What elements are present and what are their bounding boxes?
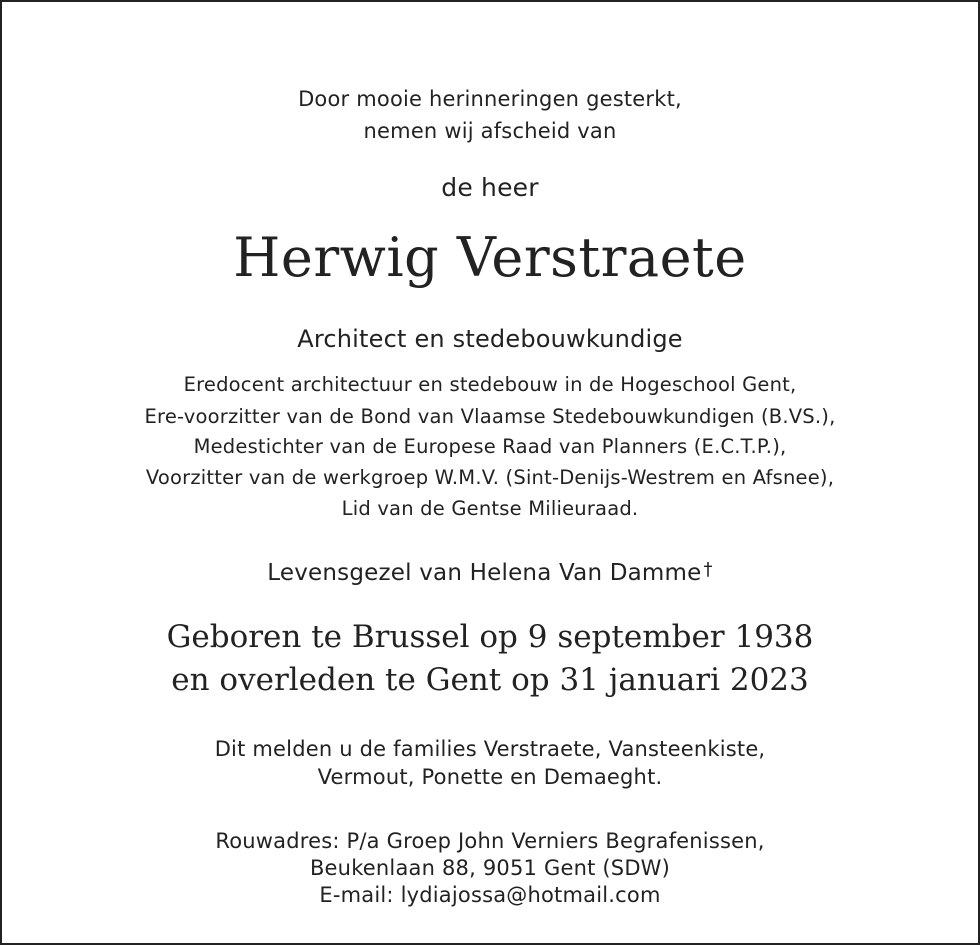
role-line-4: Voorzitter van de werkgroep W.M.V. (Sint-Denijs-Westrem en Afsnee), — [145, 466, 835, 489]
role-line-2: Ere-voorzitter van de Bond van Vlaamse Stedebouwkundigen (B.VS.), — [144, 405, 836, 428]
role-line-1: Eredocent architectuur en stedebouw in de Hogeschool Gent, — [183, 373, 797, 396]
profession: Architect en stedebouwkundige — [297, 325, 683, 353]
families-line-1: Dit melden u de families Verstraete, Vansteenkiste, — [214, 737, 766, 761]
birth-line: Geboren te Brussel op 9 september 1938 — [166, 619, 814, 655]
role-line-5: Lid van de Gentse Milieuraad. — [341, 497, 639, 520]
dagger-symbol: † — [703, 559, 713, 580]
role-line-3: Medestichter van de Europese Raad van Planners (E.C.T.P.), — [193, 435, 787, 458]
partner-line — [2, 557, 978, 589]
deceased-name: Herwig Verstraete — [233, 226, 747, 289]
honorific-title: de heer — [441, 173, 539, 202]
death-line: en overleden te Gent op 31 januari 2023 — [171, 662, 809, 698]
intro-line-2: nemen wij afscheid van — [363, 119, 617, 143]
address-line-1: Rouwadres: P/a Groep John Verniers Begrafenissen, — [215, 829, 765, 853]
address-line-2: Beukenlaan 88, 9051 Gent (SDW) — [309, 856, 671, 880]
email-line: E-mail: lydiajossa@hotmail.com — [319, 883, 661, 907]
partner-text: Levensgezel van Helena Van Damme — [267, 560, 702, 586]
intro-line-1: Door mooie herinneringen gesterkt, — [298, 87, 682, 111]
families-line-2: Vermout, Ponette en Demaeght. — [317, 765, 663, 789]
